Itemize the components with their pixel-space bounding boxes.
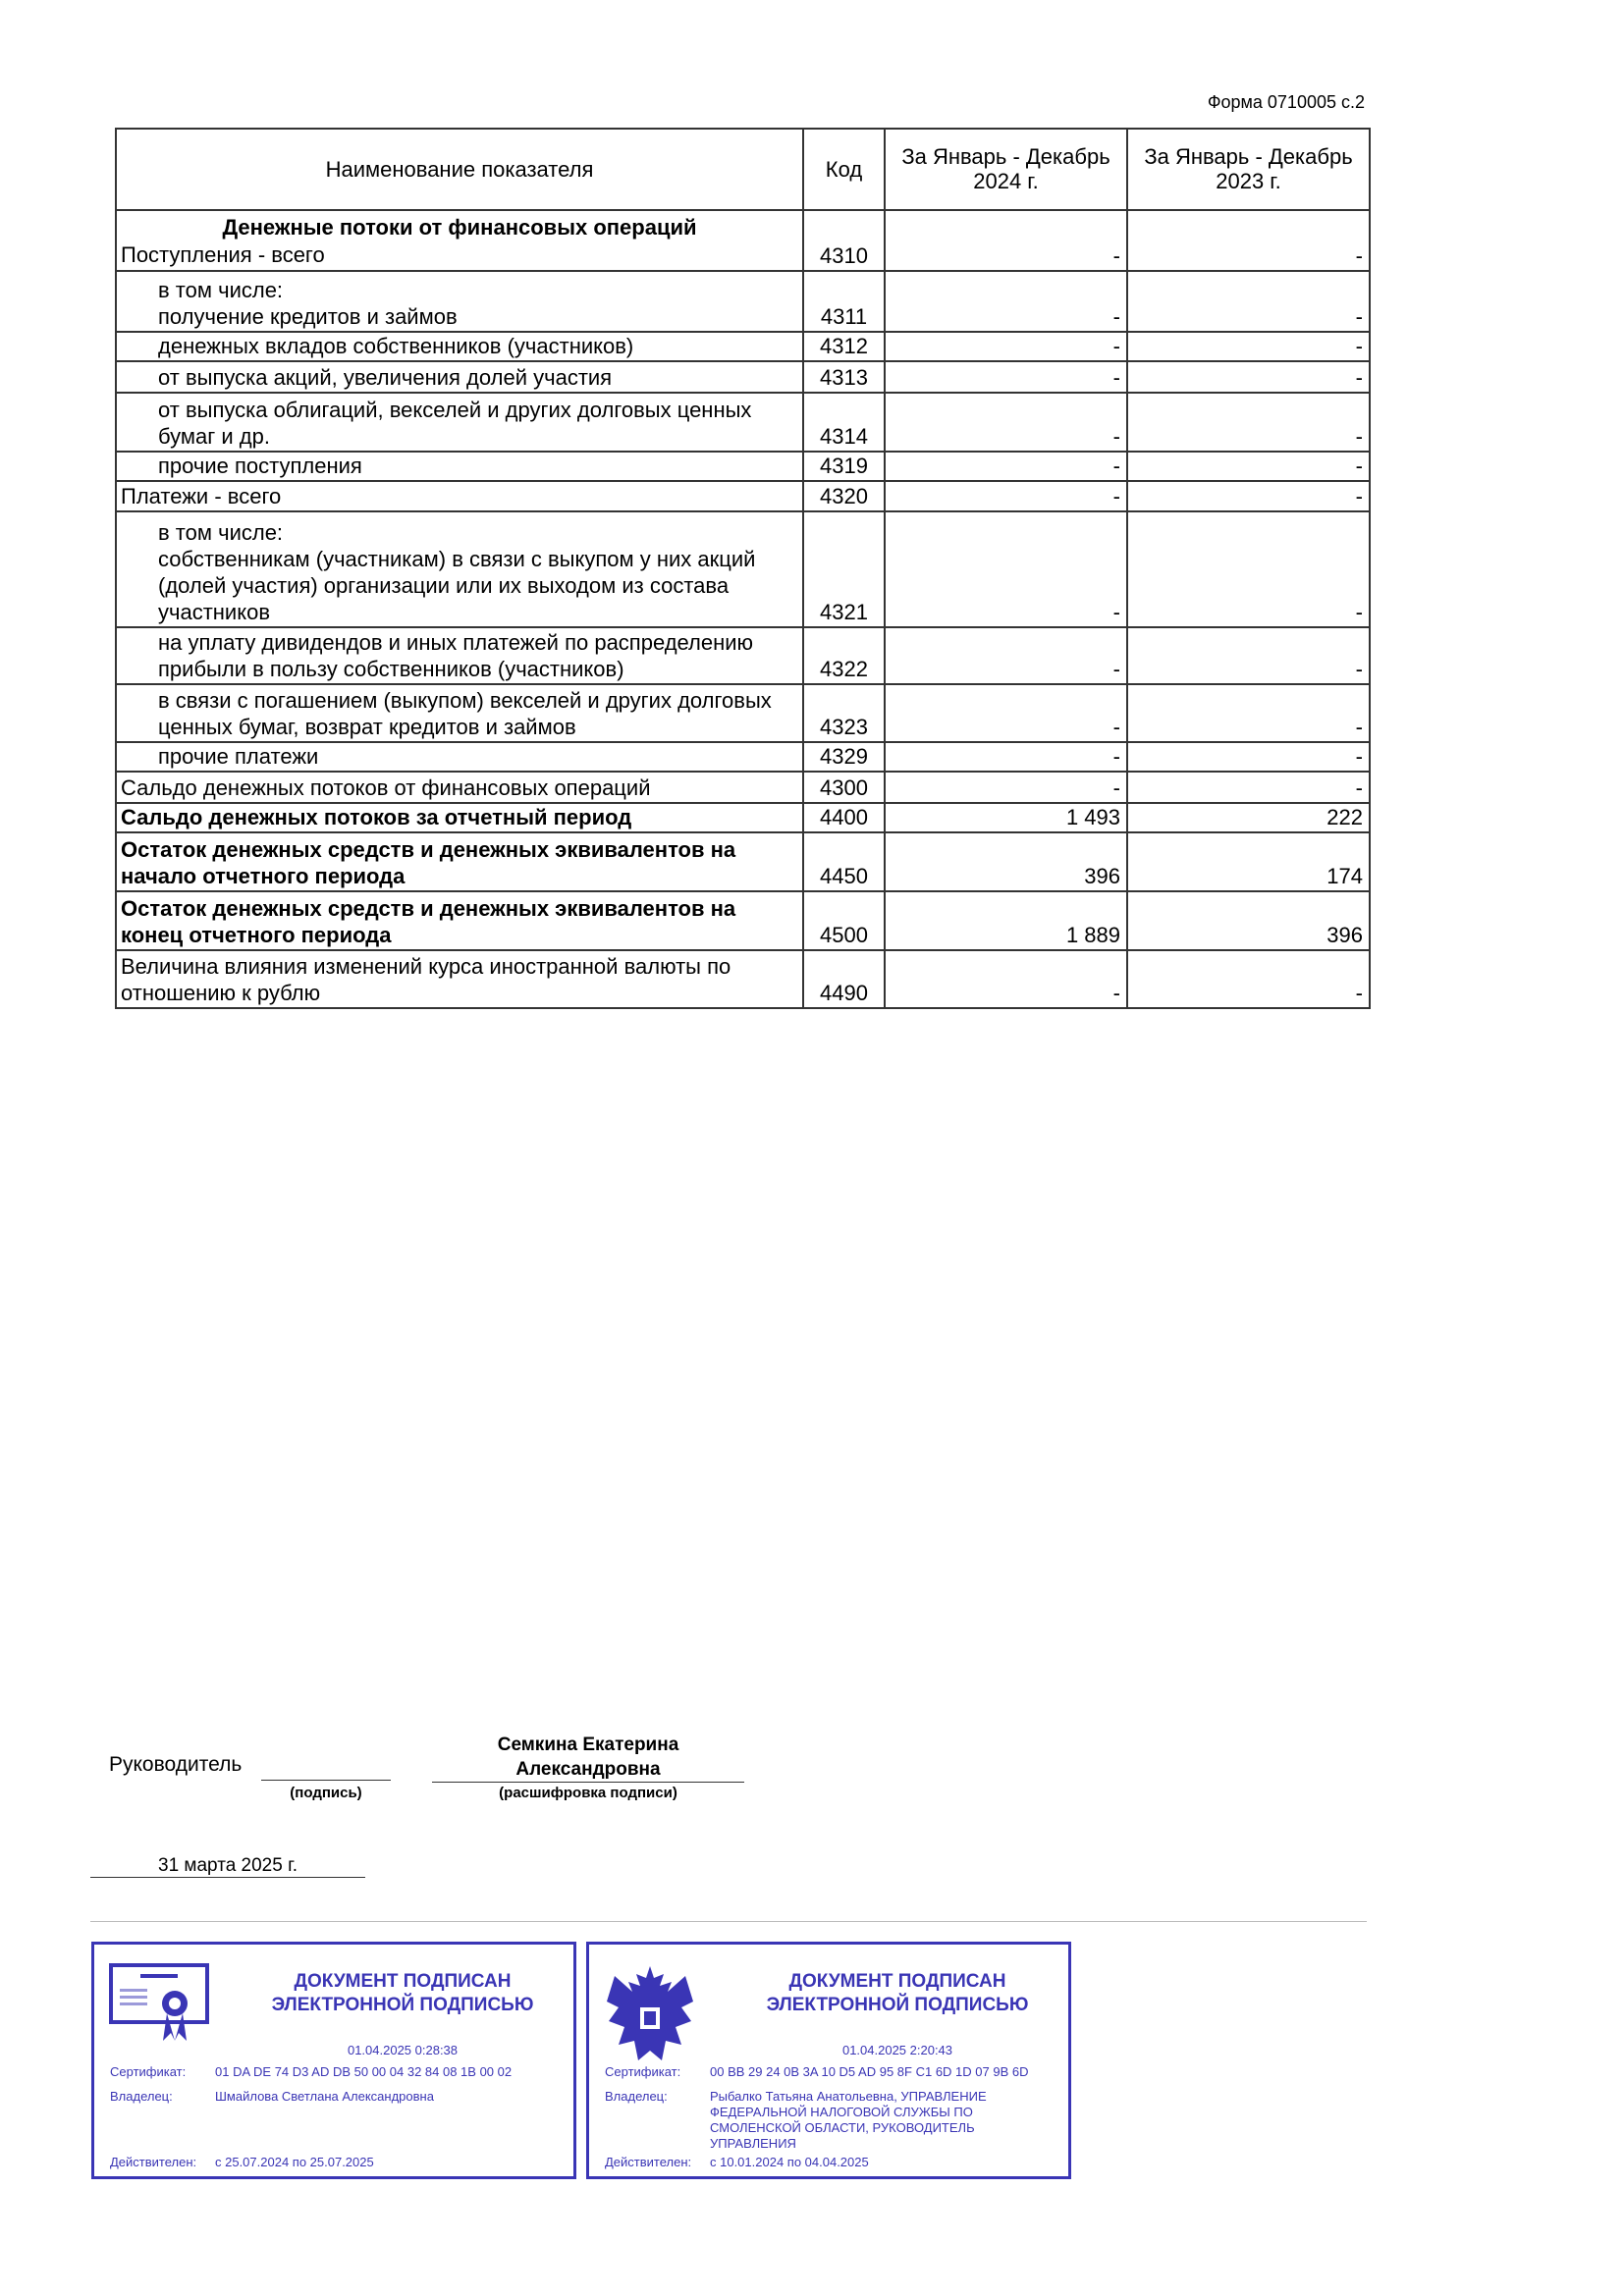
table-header [116, 129, 1370, 210]
value-2024: - [885, 511, 1127, 627]
certificate-icon [108, 1962, 210, 2048]
row-name [116, 393, 803, 452]
row-code: 4314 [803, 393, 885, 452]
row-name [116, 832, 803, 891]
signature-caption: (подпись) [290, 1785, 362, 1801]
value-2024: 1 889 [885, 891, 1127, 950]
value-2023: - [1127, 210, 1370, 271]
cert-label: Сертификат: [110, 2064, 187, 2079]
row-label: на уплату дивидендов и иных платежей по распределению прибыли в пользу собственников (участников) [158, 630, 754, 681]
table-row [116, 891, 1370, 950]
row-name [116, 803, 803, 832]
value-2023: 396 [1127, 891, 1370, 950]
value-2024: - [885, 742, 1127, 772]
value-2024: - [885, 393, 1127, 452]
row-name [116, 452, 803, 481]
row-name [116, 742, 803, 772]
row-label: Сальдо денежных потоков от финансовых операций [121, 775, 651, 800]
row-name [116, 627, 803, 684]
row-label: получение кредитов и займов [158, 304, 458, 329]
signature-stamp [91, 1942, 576, 2179]
value-2024: - [885, 950, 1127, 1008]
row-code: 4500 [803, 891, 885, 950]
table-row [116, 950, 1370, 1008]
value-2024: 396 [885, 832, 1127, 891]
row-label: Сальдо денежных потоков за отчетный период [121, 805, 632, 829]
row-code: 4313 [803, 361, 885, 393]
separator [90, 1921, 1367, 1922]
row-label: Платежи - всего [121, 484, 282, 508]
row-name [116, 772, 803, 803]
valid-label: Действителен: [110, 2155, 197, 2169]
value-2024: - [885, 332, 1127, 361]
table-row [116, 627, 1370, 684]
value-2023: - [1127, 393, 1370, 452]
coat-of-arms-icon [603, 1962, 697, 2067]
value-2023: - [1127, 452, 1370, 481]
value-2023: - [1127, 271, 1370, 332]
value-2024: 1 493 [885, 803, 1127, 832]
row-code: 4490 [803, 950, 885, 1008]
row-prefix: в том числе: [158, 278, 284, 302]
row-prefix: в том числе: [158, 520, 284, 545]
value-2023: - [1127, 627, 1370, 684]
table-row [116, 481, 1370, 511]
value-2024: - [885, 210, 1127, 271]
table-row [116, 393, 1370, 452]
row-name [116, 511, 803, 627]
header-2023: За Январь - Декабрь 2023 г. [1127, 129, 1370, 210]
form-number: Форма 0710005 с.2 [1207, 92, 1365, 112]
signature-stamp [586, 1942, 1071, 2179]
section-title: Денежные потоки от финансовых операций [222, 215, 697, 240]
signer-role: Руководитель [109, 1753, 243, 1776]
value-2023: - [1127, 511, 1370, 627]
name-caption: (расшифровка подписи) [499, 1785, 677, 1801]
row-label: Остаток денежных средств и денежных эквивалентов на конец отчетного периода [121, 896, 736, 947]
header-code: Код [803, 129, 885, 210]
sign-date: 31 марта 2025 г. [90, 1855, 365, 1878]
row-label: в связи с погашением (выкупом) векселей и других долговых ценных бумаг, возврат кредитов и займов [158, 688, 772, 739]
row-code: 4312 [803, 332, 885, 361]
row-code: 4311 [803, 271, 885, 332]
row-name [116, 684, 803, 742]
table-row [116, 832, 1370, 891]
row-code: 4329 [803, 742, 885, 772]
row-label: прочие поступления [158, 454, 362, 478]
row-label: прочие платежи [158, 744, 319, 769]
value-2023: 174 [1127, 832, 1370, 891]
row-label: Остаток денежных средств и денежных эквивалентов на начало отчетного периода [121, 837, 736, 888]
value-2023: - [1127, 950, 1370, 1008]
stamp-title: ДОКУМЕНТ ПОДПИСАН ЭЛЕКТРОННОЙ ПОДПИСЬЮ [271, 1971, 534, 2015]
owner-value: Шмайлова Светлана Александровна [215, 2089, 434, 2104]
stamp-title: ДОКУМЕНТ ПОДПИСАН ЭЛЕКТРОННОЙ ПОДПИСЬЮ [766, 1971, 1029, 2015]
value-2024: - [885, 772, 1127, 803]
value-2023: - [1127, 684, 1370, 742]
value-2023: 222 [1127, 803, 1370, 832]
value-2024: - [885, 361, 1127, 393]
signature-line [261, 1755, 391, 1781]
value-2023: - [1127, 361, 1370, 393]
row-code: 4310 [803, 210, 885, 271]
valid-value: с 25.07.2024 по 25.07.2025 [215, 2155, 374, 2169]
valid-label: Действителен: [605, 2155, 692, 2169]
row-name [116, 950, 803, 1008]
value-2024: - [885, 452, 1127, 481]
row-code: 4320 [803, 481, 885, 511]
row-name [116, 891, 803, 950]
row-code: 4321 [803, 511, 885, 627]
row-label: Поступления - всего [121, 242, 325, 267]
table-row [116, 742, 1370, 772]
row-label: Величина влияния изменений курса иностранной валюты по отношению к рублю [121, 954, 731, 1005]
owner-label: Владелец: [110, 2089, 173, 2104]
table-row [116, 452, 1370, 481]
row-code: 4450 [803, 832, 885, 891]
value-2023: - [1127, 481, 1370, 511]
value-2024: - [885, 481, 1127, 511]
value-2024: - [885, 627, 1127, 684]
row-label: от выпуска акций, увеличения долей участия [158, 365, 613, 390]
owner-value: Рыбалко Татьяна Анатольевна, УПРАВЛЕНИЕ ФЕДЕРАЛЬНОЙ НАЛОГОВОЙ СЛУЖБЫ ПО СМОЛЕНСКОЙ ОБЛАСТИ, РУКОВОДИТЕЛЬ УПРАВЛЕНИЯ [710, 2089, 987, 2151]
row-name [116, 271, 803, 332]
cert-value: 00 BB 29 24 0B 3A 10 D5 AD 95 8F C1 6D 1D 07 9B 6D [710, 2064, 1029, 2079]
header-name: Наименование показателя [116, 129, 803, 210]
row-name [116, 361, 803, 393]
row-label: денежных вкладов собственников (участников) [158, 334, 634, 358]
table-row [116, 772, 1370, 803]
owner-label: Владелец: [605, 2089, 668, 2104]
stamp-datetime: 01.04.2025 2:20:43 [841, 2043, 953, 2057]
row-code: 4323 [803, 684, 885, 742]
value-2023: - [1127, 772, 1370, 803]
header-2024: За Январь - Декабрь 2024 г. [885, 129, 1127, 210]
row-name [116, 332, 803, 361]
value-2023: - [1127, 742, 1370, 772]
cash-flow-table [115, 128, 1371, 1009]
row-code: 4322 [803, 627, 885, 684]
row-code: 4319 [803, 452, 885, 481]
table-row [116, 511, 1370, 627]
row-label: собственникам (участникам) в связи с выкупом у них акций (долей участия) организации или их выходом из состава участников [158, 547, 756, 624]
table-row [116, 361, 1370, 393]
row-code: 4400 [803, 803, 885, 832]
row-name [116, 210, 803, 271]
table-row [116, 684, 1370, 742]
valid-value: с 10.01.2024 по 04.04.2025 [710, 2155, 869, 2169]
table-row [116, 271, 1370, 332]
cert-label: Сертификат: [605, 2064, 681, 2079]
value-2023: - [1127, 332, 1370, 361]
row-code: 4300 [803, 772, 885, 803]
row-name [116, 481, 803, 511]
row-label: от выпуска облигаций, векселей и других долговых ценных бумаг и др. [158, 398, 752, 449]
value-2024: - [885, 684, 1127, 742]
table-row [116, 803, 1370, 832]
stamp-datetime: 01.04.2025 0:28:38 [347, 2043, 459, 2057]
section-row [116, 210, 1370, 271]
cert-value: 01 DA DE 74 D3 AD DB 50 00 04 32 84 08 1B 00 02 [215, 2064, 513, 2079]
value-2024: - [885, 271, 1127, 332]
table-row [116, 332, 1370, 361]
signer-name: Семкина Екатерина Александровна [497, 1735, 679, 1780]
